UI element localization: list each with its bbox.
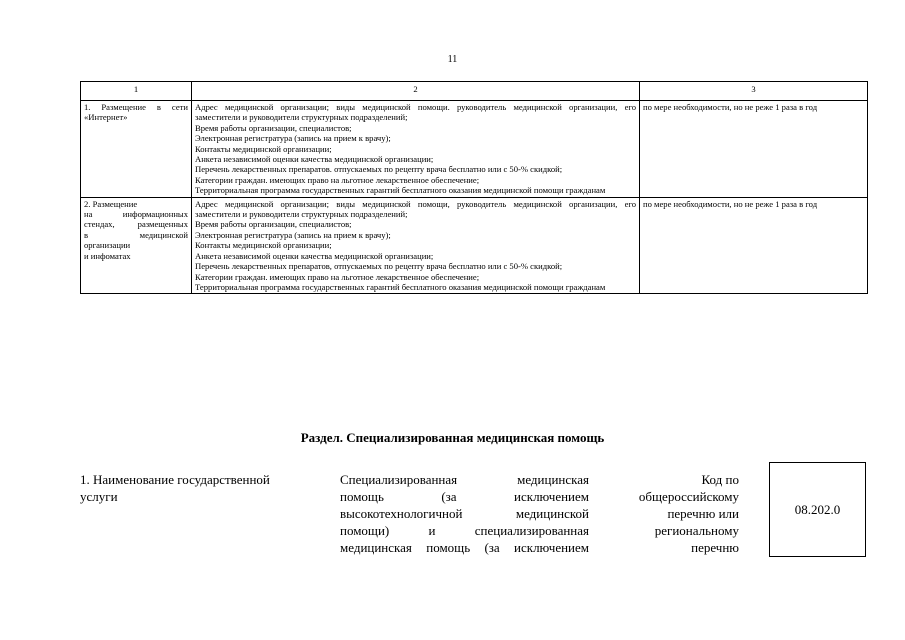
content-item: Адрес медицинской организации; виды медицинской помощи. руководитель медицинской организации, его заместители и руководители структурных подразделений; <box>195 102 636 123</box>
method-cell <box>81 197 192 294</box>
service-description-line: Специализированная медицинская <box>340 472 589 487</box>
service-code-box <box>769 462 866 557</box>
content-cell <box>192 197 640 294</box>
content-item: Категории граждан. имеющих право на льготное лекарственное обеспечение; <box>195 271 480 282</box>
code-label-line: перечню или <box>667 506 739 521</box>
code-label <box>612 471 739 556</box>
content-item: Контакты медицинской организации; <box>195 240 332 251</box>
content-item: Адрес медицинской организации; виды медицинской помощи, руководитель медицинской организации, его заместители и руководители структурных подразделений; <box>195 198 636 220</box>
section-title: Раздел. Специализированная медицинская помощь <box>300 430 605 445</box>
content-item: Контакты медицинской организации; <box>195 143 332 154</box>
method-line: 1. Размещение в сети <box>84 102 188 112</box>
table-row <box>81 101 868 198</box>
service-description-line: высокотехнологичной медицинской <box>340 506 589 521</box>
content-item: Перечень лекарственных препаратов. отпускаемых по рецепту врача бесплатно или с 50-% скидкой; <box>195 164 563 175</box>
content-item: Территориальная программа государственных гарантий бесплатного оказания медицинской помощи гражданам <box>195 185 606 196</box>
content-cell <box>192 101 640 198</box>
code-label-line: Код по <box>701 472 739 487</box>
service-name-line: 1. Наименование государственной <box>80 472 270 487</box>
header-col-1: 1 <box>81 82 192 101</box>
method-line: «Интернет» <box>84 112 128 123</box>
content-item: Перечень лекарственных препаратов, отпускаемых по рецепту врача бесплатно или с 50-% скидкой; <box>195 261 563 272</box>
table-row <box>81 197 868 294</box>
content-item: Категории граждан. имеющих право на льготное лекарственное обеспечение; <box>195 174 480 185</box>
code-label-line: перечню <box>691 540 739 555</box>
service-description-line: медицинская помощь (за исключением <box>340 540 589 555</box>
method-line: организации <box>84 240 131 251</box>
content-item: Электронная регистратура (запись на прием к врачу); <box>195 229 391 240</box>
service-name-label <box>80 471 308 505</box>
service-name-line: услуги <box>80 489 118 504</box>
service-description <box>340 471 589 556</box>
code-label-line: общероссийскому <box>638 489 739 504</box>
frequency-cell: по мере необходимости, но не реже 1 раза в год <box>640 197 868 294</box>
table-header-row <box>81 82 868 101</box>
method-line: 2. Размещение <box>84 198 138 209</box>
service-code: 08.202.0 <box>794 501 841 517</box>
method-line: стендах, размещенных <box>84 219 188 230</box>
page-number: 11 <box>447 54 458 65</box>
content-item: Территориальная программа государственных гарантий бесплатного оказания медицинской помощи гражданам <box>195 281 606 292</box>
code-label-line: региональному <box>654 523 739 538</box>
content-item: Электронная регистратура (запись на прием к врачу); <box>195 133 391 144</box>
method-line: и инфоматах <box>84 250 131 261</box>
service-description-line: помощи) и специализированная <box>340 523 589 538</box>
header-col-2: 2 <box>192 82 640 101</box>
content-item: Анкета независимой оценки качества медицинской организации; <box>195 250 434 261</box>
content-item: Время работы организации, специалистов; <box>195 219 352 230</box>
method-cell <box>81 101 192 198</box>
header-col-3: 3 <box>640 82 868 101</box>
method-line: на информационных <box>84 209 188 220</box>
frequency-cell: по мере необходимости, но не реже 1 раза в год <box>640 101 868 198</box>
content-item: Анкета независимой оценки качества медицинской организации; <box>195 154 434 165</box>
method-line: в медицинской <box>84 229 188 240</box>
content-item: Время работы организации, специалистов; <box>195 122 352 133</box>
service-description-line: помощь (за исключением <box>340 489 589 504</box>
info-table <box>80 81 868 294</box>
